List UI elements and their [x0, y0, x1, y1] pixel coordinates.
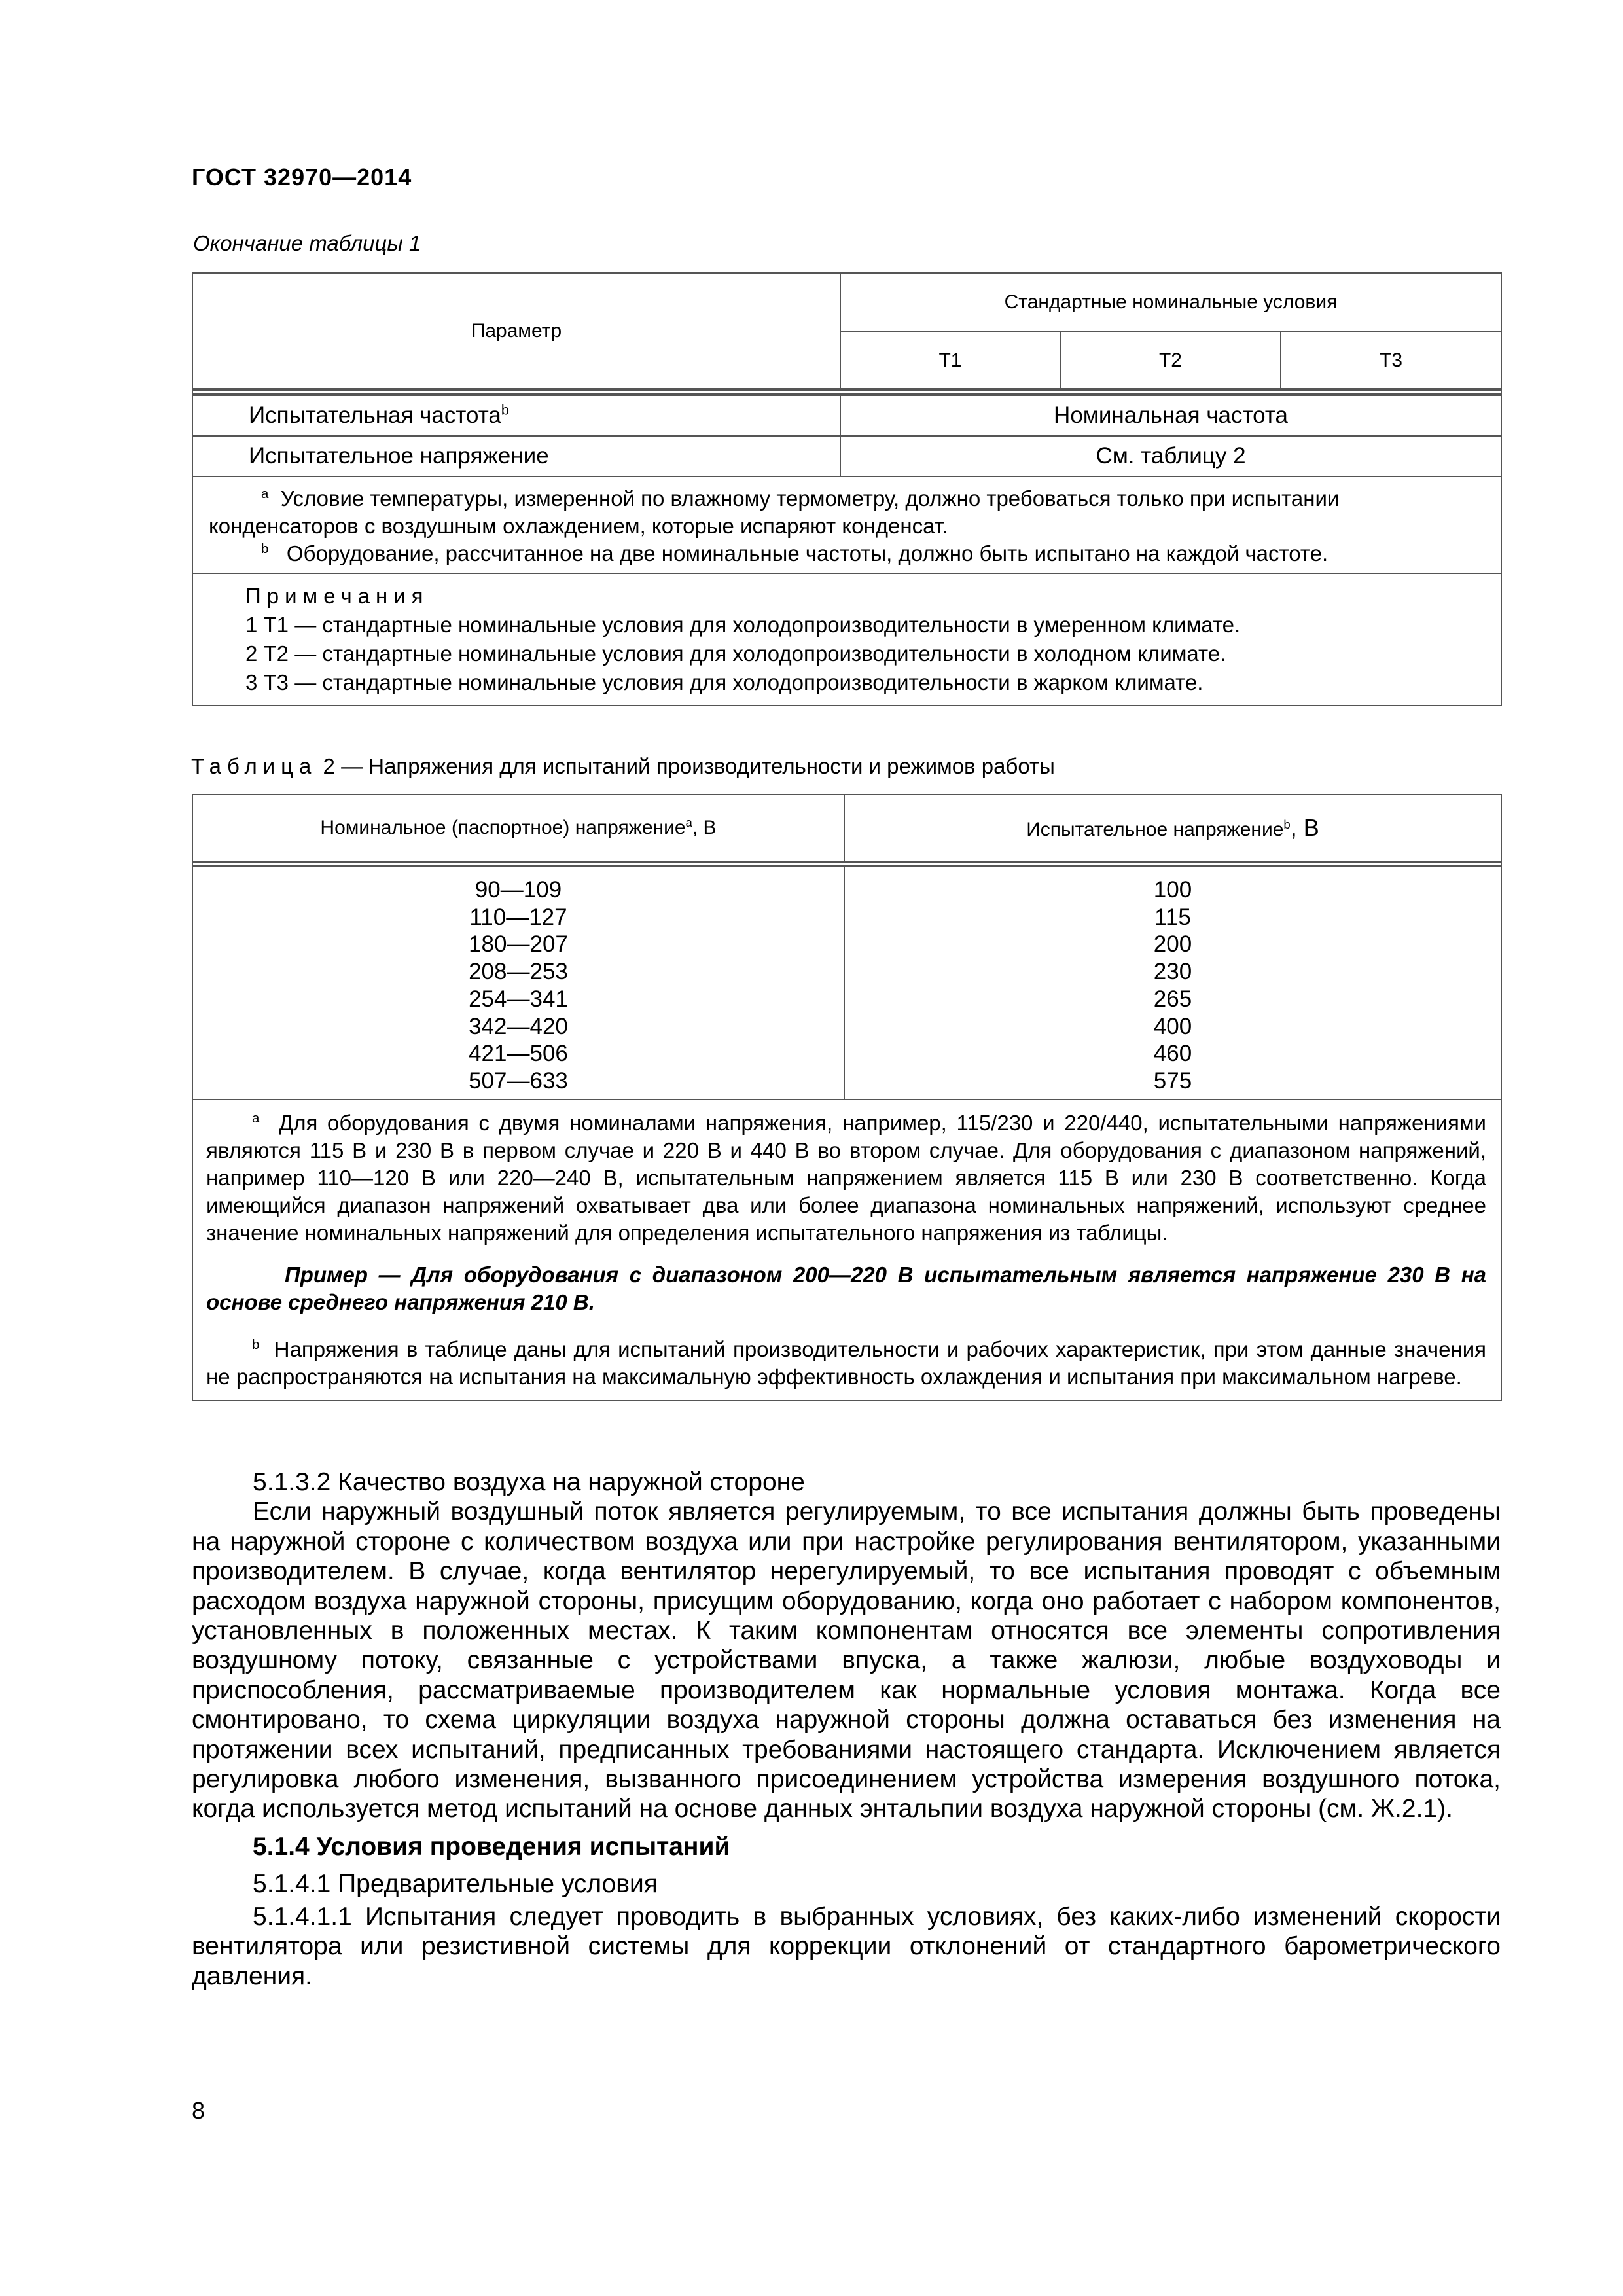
note-item: 3 Т3 — стандартные номинальные условия для холодопроизводительности в жарком климате.: [245, 670, 1204, 694]
note-item: 1 Т1 — стандартные номинальные условия для холодопроизводительности в умеренном климате.: [245, 613, 1241, 637]
footnote-b-mark: b: [261, 541, 269, 556]
table2: [192, 794, 1502, 1401]
table2-header-separator: [192, 861, 1501, 867]
section-5-1-3-2-paragraph: Если наружный воздушный поток является регулируемым, то все испытания должны быть проведены на наружной стороне с количеством воздуха или при настройке регулирования вентилятором, указанными производителем. В случае, когда вентилятор нерегулируемый, то все испытания проводят с объемным расходом воздуха наружной стороны, присущим оборудованию, когда оно работает с набором компонентов, установленных в положенных местах. К таким компонентам относятся все элементы сопротивления воздушному потоку, связанные с устройствами впуска, а также жалюзи, любые воздуховоды и приспособления, рассматриваемые производителем как нормальные условия монтажа. Когда все смонтировано, то схема циркуляции воздуха наружной стороны должна оставаться без изменения на протяжении всех испытаний, предписанных требованиями настоящего стандарта. Исключением является регулировка любого изменения, вызванного присоединением устройства измерения воздушного потока, когда используется метод испытаний на основе данных энтальпии воздуха наружной стороны (см. Ж.2.1).: [192, 1498, 1501, 1823]
table-row: [192, 436, 1501, 476]
list-item: 200: [1153, 931, 1192, 958]
section-5-1-4-heading: 5.1.4 Условия проведения испытаний: [253, 1832, 730, 1861]
list-item: 110—127: [469, 904, 567, 930]
list-item: 115: [1154, 904, 1191, 930]
table2-rated-column: [192, 867, 844, 1100]
table1-header-t1: Т1: [840, 332, 1060, 389]
table1-row-label: Испытательная частота$^b$: [192, 395, 840, 436]
table1-row-label: Испытательное напряжение: [192, 436, 840, 476]
list-item: 100: [1153, 877, 1192, 903]
footnote-b-text: Оборудование, рассчитанное на две номинальные частоты, должно быть испытано на каждой частоте.: [286, 541, 1329, 565]
list-item: 254—341: [469, 986, 568, 1012]
table1-header-param: Параметр: [192, 273, 840, 389]
body-text: [192, 1467, 1501, 1991]
footnote-b: $^b$ Напряжения в таблице даны для испытаний производительности и рабочих характеристик, при этом данные значения не распространяются на испытания на максимальную эффективность охлаждения и испытания при максимальном нагреве.: [206, 1336, 1486, 1389]
list-item: 460: [1153, 1041, 1192, 1067]
table-row: [192, 395, 1501, 436]
table1-notes: [192, 573, 1501, 706]
table1-header-separator: [192, 389, 1501, 395]
list-item: 575: [1153, 1067, 1192, 1094]
list-item: 90—109: [474, 877, 562, 903]
list-item: 230: [1153, 959, 1192, 985]
table1-header-t2: Т2: [1060, 332, 1281, 389]
list-item: 421—506: [469, 1041, 568, 1067]
table2-caption: Таблица 2 — Напряжения для испытаний производительности и режимов работы: [191, 754, 1055, 778]
table2-header-rated: Номинальное (паспортное) напряжение$^a$, В: [192, 795, 844, 861]
example-text: Пример — Для оборудования с диапазоном 200—220 В испытательным является напряжение 230 В на основе среднего напряжения 210 В.: [206, 1262, 1486, 1314]
section-5-1-4-1-1-paragraph: 5.1.4.1.1 Испытания следует проводить в выбранных условиях, без каких-либо изменений скорости вентилятора или резистивной системы для коррекции отклонений от стандартного барометрического давления.: [192, 1902, 1501, 1990]
section-5-1-4-1-title: 5.1.4.1 Предварительные условия: [253, 1870, 658, 1899]
table2-header-test: Испытательное напряжение$^b$, В: [844, 795, 1501, 861]
list-item: 265: [1153, 986, 1192, 1012]
list-item: 507—633: [469, 1067, 568, 1094]
list-item: 208—253: [469, 959, 568, 985]
list-item: 400: [1153, 1013, 1192, 1039]
table1-caption: Окончание таблицы 1: [193, 231, 421, 255]
table1-header-group: Стандартные номинальные условия: [840, 273, 1501, 332]
list-item: 180—207: [469, 931, 568, 958]
table2-footnotes: [192, 1100, 1501, 1401]
document-code: ГОСТ 32970—2014: [192, 164, 412, 190]
table1: [192, 272, 1502, 706]
table1-header-t3: Т3: [1281, 332, 1501, 389]
list-item: 342—420: [469, 1013, 568, 1039]
section-5-1-3-2-title: 5.1.3.2 Качество воздуха на наружной стороне: [253, 1468, 805, 1496]
table2-test-column: [844, 867, 1501, 1100]
table1-footnotes: [192, 476, 1501, 573]
page-number: 8: [192, 2097, 205, 2124]
footnote-a: $^a$ Для оборудования с двумя номиналами напряжения, например, 115/230 и 220/440, испытательными напряжениями являются 115 В и 230 В в первом случае и 220 В и 440 В во втором случае. Для оборудования с диапазоном напряжений, например 110—120 В или 220—240 В, испытательным напряжением является 115 В или 230 В соответственно. Когда имеющийся диапазон напряжений охватывает два или более диапазона номинальных напряжений, используют среднее значение номинальных напряжений для определения испытательного напряжения из таблицы.: [206, 1110, 1486, 1245]
footnote-a-text-cont: конденсаторов с воздушным охлаждением, которые испаряют конденсат.: [209, 514, 948, 538]
footnote-a-text: Условие температуры, измеренной по влажному термометру, должно требоваться только при испытании: [280, 486, 1340, 511]
table1-row-value: См. таблицу 2: [840, 436, 1501, 476]
footnote-a-mark: a: [261, 486, 269, 501]
notes-title: Примечания: [245, 584, 429, 608]
note-item: 2 Т2 — стандартные номинальные условия для холодопроизводительности в холодном климате.: [245, 641, 1226, 666]
table1-row-value: Номинальная частота: [840, 395, 1501, 436]
